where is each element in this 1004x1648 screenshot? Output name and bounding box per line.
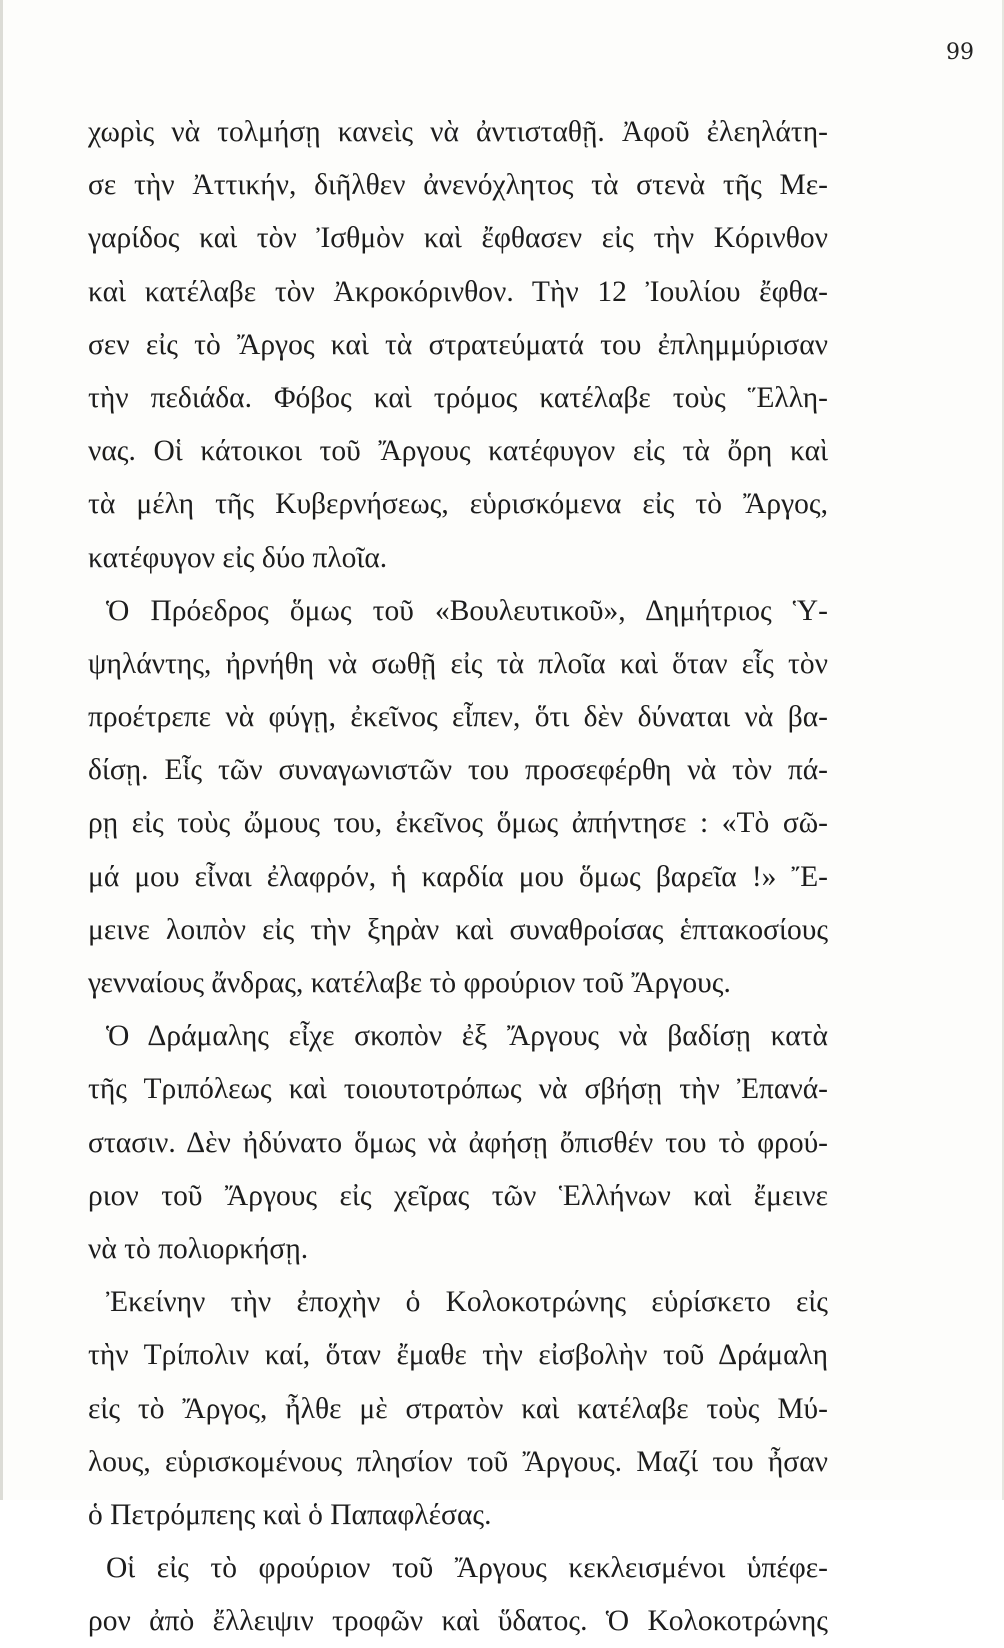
text-line: ρῃ εἰς τοὺς ὤμους του, ἐκεῖνος ὅμως ἀπήντησε : «Τὸ σῶ- bbox=[88, 807, 828, 840]
text-line: Ὁ Πρόεδρος ὅμως τοῦ «Βουλευτικοῦ», Δημήτριος Ὑ- bbox=[106, 594, 828, 627]
text-line: χωρὶς νὰ τολμήσῃ κανεὶς νὰ ἀντισταθῇ. Ἀφοῦ ἐλεηλάτη- bbox=[88, 116, 828, 148]
text-line: ὁ Πετρόμπεης καὶ ὁ Παπαφλέσας. bbox=[88, 1498, 492, 1531]
text-line: εἰς τὸ Ἄργος, ἦλθε μὲ στρατὸν καὶ κατέλαβε τοὺς Μύ- bbox=[88, 1392, 828, 1425]
paragraph bbox=[88, 1010, 828, 1276]
text-line: Ὁ Δράμαλης εἶχε σκοπὸν ἐξ Ἄργους νὰ βαδίσῃ κατὰ bbox=[106, 1020, 828, 1053]
text-line: ριον τοῦ Ἄργους εἰς χεῖρας τῶν Ἑλλήνων καὶ ἔμεινε bbox=[88, 1179, 828, 1212]
text-line: σεν εἰς τὸ Ἄργος καὶ τὰ στρατεύματά του ἐπλημμύρισαν bbox=[88, 328, 828, 361]
body-text bbox=[88, 106, 828, 1648]
text-line: γενναίους ἄνδρας, κατέλαβε τὸ φρούριον τοῦ Ἄργους. bbox=[88, 967, 731, 999]
text-line: νὰ τὸ πολιορκήσῃ. bbox=[88, 1232, 309, 1265]
text-line: καὶ κατέλαβε τὸν Ἀκροκόρινθον. Τὴν 12 Ἰουλίου ἔφθα- bbox=[88, 275, 828, 308]
text-line: ψηλάντης, ἠρνήθη νὰ σωθῇ εἰς τὰ πλοῖα καὶ ὅταν εἷς τὸν bbox=[88, 647, 828, 680]
text-line: λους, εὑρισκομένους πλησίον τοῦ Ἄργους. Μαζί του ἦσαν bbox=[88, 1445, 828, 1478]
text-line: τὴν Τρίπολιν καί, ὅταν ἔμαθε τὴν εἰσβολὴν τοῦ Δράμαλη bbox=[88, 1339, 828, 1372]
paragraph bbox=[88, 106, 828, 585]
text-line: δίσῃ. Εἷς τῶν συναγωνιστῶν του προσεφέρθη νὰ τὸν πά- bbox=[88, 754, 828, 787]
text-line: Οἱ εἰς τὸ φρούριον τοῦ Ἄργους κεκλεισμένοι ὑπέφε- bbox=[106, 1552, 828, 1585]
text-line: τὰ μέλη τῆς Κυβερνήσεως, εὑρισκόμενα εἰς τὸ Ἄργος, bbox=[88, 488, 828, 521]
text-line: κατέφυγον εἰς δύο πλοῖα. bbox=[88, 541, 388, 574]
text-line: ρον ἀπὸ ἔλλειψιν τροφῶν καὶ ὕδατος. Ὁ Κολοκοτρώνης bbox=[88, 1605, 828, 1638]
paragraph bbox=[88, 1276, 828, 1542]
text-line: μεινε λοιπὸν εἰς τὴν ξηρὰν καὶ συναθροίσας ἑπτακοσίους bbox=[88, 913, 828, 946]
text-line: τῆς Τριπόλεως καὶ τοιουτοτρόπως νὰ σβήσῃ τὴν Ἐπανά- bbox=[88, 1073, 828, 1106]
text-line: στασιν. Δὲν ἠδύνατο ὅμως νὰ ἀφήσῃ ὄπισθέν του τὸ φρού- bbox=[88, 1126, 828, 1159]
text-line: μά μου εἶναι ἐλαφρόν, ἡ καρδία μου ὅμως βαρεῖα !» Ἔ- bbox=[88, 860, 828, 893]
text-line: τὴν πεδιάδα. Φόβος καὶ τρόμος κατέλαβε τοὺς Ἕλλη- bbox=[88, 381, 828, 414]
page-number: 99 bbox=[946, 40, 974, 65]
paragraph bbox=[88, 1542, 828, 1648]
text-line: σε τὴν Ἀττικήν, διῆλθεν ἀνενόχλητος τὰ στενὰ τῆς Με- bbox=[88, 169, 828, 202]
paragraph bbox=[88, 585, 828, 1011]
text-line: νας. Οἱ κάτοικοι τοῦ Ἄργους κατέφυγον εἰς τὰ ὄρη καὶ bbox=[88, 435, 828, 468]
text-line: προέτρεπε νὰ φύγῃ, ἐκεῖνος εἶπεν, ὅτι δὲν δύναται νὰ βα- bbox=[88, 701, 828, 734]
text-line: γαρίδος καὶ τὸν Ἰσθμὸν καὶ ἔφθασεν εἰς τὴν Κόρινθον bbox=[88, 222, 828, 255]
text-line: Ἐκείνην τὴν ἐποχὴν ὁ Κολοκοτρώνης εὑρίσκετο εἰς bbox=[106, 1286, 828, 1319]
